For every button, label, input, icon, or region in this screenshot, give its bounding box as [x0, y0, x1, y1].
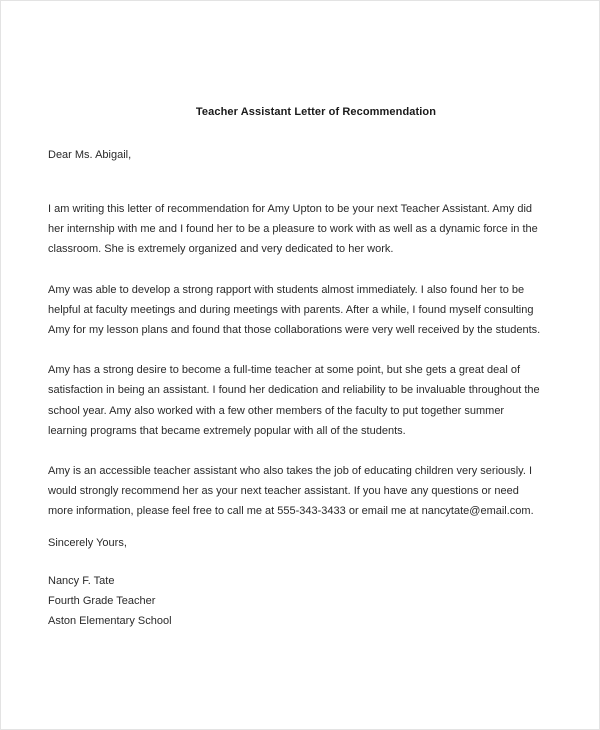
signer-role: Fourth Grade Teacher	[48, 595, 156, 608]
body-paragraph-2: Amy was able to develop a strong rapport with students almost immediately. I also found her to be helpful at faculty meetings and during meetings with parents. After a while, I found myself consulting Amy for my lesson plans and found that those collaborations were very well received by the students.	[48, 283, 541, 337]
page-title: Teacher Assistant Letter of Recommendation	[195, 106, 437, 118]
body-paragraph-3: Amy has a strong desire to become a full-time teacher at some point, but she gets a great deal of satisfaction in being an assistant. I found her dedication and reliability to be invaluable throughout the school year. Amy also worked with a few other members of the faculty to put together summer learning programs that became extremely popular with all of the students.	[48, 364, 540, 437]
letter-body	[48, 199, 541, 542]
body-paragraph-1: I am writing this letter of recommendation for Amy Upton to be your next Teacher Assistant. Amy did her internship with me and I found her to be a pleasure to work with as well as a dynamic force in the classroom. She is extremely organized and very dedicated to her work.	[48, 203, 538, 256]
salutation-line: Dear Ms. Abigail,	[48, 149, 132, 161]
body-paragraph-4: Amy is an accessible teacher assistant who also takes the job of educating children very seriously. I would strongly recommend her as your next teacher assistant. If you have any questions or need more information, please feel free to call me at 555-343-3433 or email me at nancytate@email.com.	[48, 465, 534, 518]
signer-name: Nancy F. Tate	[48, 575, 115, 587]
signer-organization: Aston Elementary School	[48, 615, 172, 628]
signature-block	[48, 571, 172, 632]
closing-line: Sincerely Yours,	[48, 537, 127, 549]
